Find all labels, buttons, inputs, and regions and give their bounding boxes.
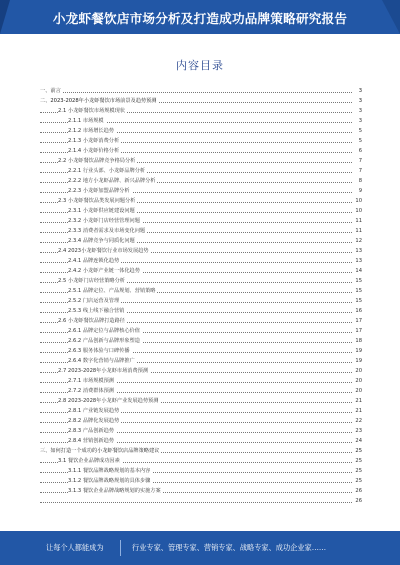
toc-entry[interactable] [40,446,362,456]
footer-slogan: 让每个人都能成为 [46,543,104,552]
toc-entry-label: 2.5.2 门店运营及管理 [68,298,120,304]
toc-entry-label: 3.1.1 餐饮品牌战略规划的基本内容 [68,468,151,474]
toc-entry-page: 15 [352,296,362,306]
toc-entry[interactable] [40,476,362,486]
toc-entry-page: 3 [352,106,362,116]
toc-entry-label: 2.8 2023-2028年小龙虾产业发展趋势预测 [58,398,159,404]
toc-entry[interactable] [40,306,362,316]
header-bar [0,0,400,34]
toc-entry[interactable] [40,206,362,216]
toc-entry-label: 2.4 2023小龙虾餐饮行业市场发展趋势 [58,248,149,254]
toc-entry-label: 2.7.1 市场规模预测 [68,378,114,384]
toc-entry-page: 25 [352,476,362,486]
toc-entry-label: 2.1.4 小龙虾价格分析 [68,148,120,154]
toc-entry-label: 2.2.1 行业头部、小龙虾品牌分析 [68,168,146,174]
toc-entry-page: 11 [352,216,362,226]
toc-entry[interactable] [40,466,362,476]
toc-entry[interactable] [40,146,362,156]
toc-entry[interactable] [40,456,362,466]
toc-entry[interactable] [40,416,362,426]
toc-entry-label: 2.2 小龙虾餐饮品牌竞争格局分析 [58,158,136,164]
footer-bar [0,531,400,565]
toc-entry-page: 3 [352,86,362,96]
toc-entry-label: 2.1 小龙虾餐饮市场规模现状 [58,108,125,114]
toc-entry[interactable] [40,346,362,356]
toc-heading: 内容目录 [176,59,224,72]
toc-entry-page: 18 [352,336,362,346]
toc-entry-label: 2.5.3 线上线下融合营销 [68,308,125,314]
toc-entry-label: 2.4.1 品牌连锁化趋势 [68,258,120,264]
toc-entry-label: 2.7 2023-2028年小龙虾市场消费预测 [58,368,149,374]
toc-entry-page: 15 [352,286,362,296]
toc-entry[interactable] [40,406,362,416]
toc-entry-label: 3.1.3 餐饮企业品牌战略规划的实施方案 [68,488,161,494]
toc-entry-label: 2.8.4 营销创新趋势 [68,438,114,444]
toc-entry[interactable] [40,276,362,286]
toc-entry-page: 13 [352,256,362,266]
toc-entry-page: 15 [352,276,362,286]
toc-entry[interactable] [40,126,362,136]
toc-entry-page: 25 [352,446,362,456]
toc-entry-page: 25 [352,456,362,466]
toc-entry[interactable] [40,496,362,506]
footer-divider [120,540,121,556]
toc-entry[interactable] [40,96,362,106]
toc-entry[interactable] [40,426,362,436]
toc-entry-page: 20 [352,386,362,396]
toc-entry[interactable] [40,226,362,236]
toc-entry[interactable] [40,336,362,346]
toc-entry[interactable] [40,166,362,176]
toc-entry[interactable] [40,256,362,266]
toc-entry[interactable] [40,486,362,496]
toc-entry-label: 一、前言 [40,88,61,94]
toc-entry-page: 5 [352,126,362,136]
toc-entry-page: 20 [352,376,362,386]
toc-entry-label: 2.3.2 小龙虾门店经营管理问题 [68,218,140,224]
toc-entry-page: 21 [352,396,362,406]
toc-entry-label: 2.1.1 市场规模 [68,118,104,124]
toc-entry[interactable] [40,136,362,146]
toc-entry[interactable] [40,286,362,296]
toc-entry-label: 2.7.2 消费群体预测 [68,388,114,394]
toc-entry-label: 2.3.4 品牌竞争与同质化问题 [68,238,135,244]
toc-entry-label: 二、2023-2028年小龙虾餐饮市场前景及趋势预测 [40,98,157,104]
footer-tagline: 行业专家、管理专家、营销专家、战略专家、成功企业家…… [132,543,327,552]
toc-leader-dots [40,92,354,93]
document-title: 小龙虾餐饮店市场分析及打造成功品牌策略研究报告 [52,11,348,26]
toc-entry[interactable] [40,366,362,376]
toc-entry-page: 26 [352,496,362,506]
toc-entry-label: 3.1 餐饮企业品牌成功因素 [58,458,120,464]
toc-entry-page: 14 [352,266,362,276]
toc-entry[interactable] [40,386,362,396]
toc-entry-label: 2.3 小龙虾餐饮品类发展问题分析 [58,198,136,204]
toc-entry-page: 19 [352,356,362,366]
toc-entry-page: 24 [352,436,362,446]
toc-entry-label: 2.2.3 小龙虾加盟品牌分析 [68,188,130,194]
toc-entry[interactable] [40,216,362,226]
toc-entry-page: 16 [352,306,362,316]
toc-entry-page: 12 [352,236,362,246]
toc-entry-page: 3 [352,96,362,106]
toc-leader-dots [40,502,354,503]
toc-entry-label: 2.6.2 产品创新与品牌形象塑造 [68,338,140,344]
toc-entry-page: 21 [352,406,362,416]
toc-entry-page: 13 [352,246,362,256]
toc-entry-label: 2.6.1 品牌定位与品牌核心价值 [68,328,140,334]
toc-entry[interactable] [40,176,362,186]
toc-entry-page: 8 [352,176,362,186]
toc-entry[interactable] [40,186,362,196]
toc-entry-label: 3.1.2 餐饮品牌战略规划的具体步骤 [68,478,151,484]
toc-entry[interactable] [40,86,362,96]
toc-entry[interactable] [40,296,362,306]
toc-entry[interactable] [40,326,362,336]
toc-entry-label: 2.5 小龙虾门店经营策略分析 [58,278,125,284]
toc-entry[interactable] [40,316,362,326]
toc-entry-page: 26 [352,486,362,496]
toc-entry-label: 2.3.3 消费者需求及市场变化问题 [68,228,146,234]
toc-entry-label: 2.8.1 产业链发展趋势 [68,408,120,414]
toc-entry-page: 23 [352,426,362,436]
toc-entry-label: 2.1.2 市场增长趋势 [68,128,114,134]
toc-entry[interactable] [40,106,362,116]
toc-entry-label: 2.6 小龙虾餐饮品牌打造路径 [58,318,125,324]
table-of-contents [40,86,362,506]
toc-entry-page: 17 [352,316,362,326]
toc-entry-page: 5 [352,136,362,146]
toc-entry-page: 10 [352,196,362,206]
toc-entry[interactable] [40,156,362,166]
toc-entry-label: 2.6.4 数字化营销与品牌推广 [68,358,135,364]
toc-entry[interactable] [40,246,362,256]
toc-entry-page: 17 [352,326,362,336]
toc-entry-page: 6 [352,146,362,156]
toc-entry-label: 2.4.2 小龙虾产业链一体化趋势 [68,268,140,274]
toc-entry[interactable] [40,376,362,386]
toc-entry-label: 2.3.1 小龙虾供应链建设问题 [68,208,135,214]
toc-entry-page: 20 [352,366,362,376]
toc-entry-label: 2.8.2 品牌化发展趋势 [68,418,120,424]
toc-entry-label: 2.8.3 产品创新趋势 [68,428,114,434]
toc-entry-page: 9 [352,186,362,196]
toc-entry-label: 2.2.2 地方小龙虾品牌、新兴品牌分析 [68,178,156,184]
toc-entry-page: 10 [352,206,362,216]
toc-entry-page: 11 [352,226,362,236]
header-corner-decoration [382,0,400,34]
toc-entry[interactable] [40,436,362,446]
toc-entry-label: 2.1.3 小龙虾消费分析 [68,138,120,144]
toc-entry[interactable] [40,266,362,276]
toc-entry-page: 22 [352,416,362,426]
toc-entry-label: 2.6.3 服务体验与口碑传播 [68,348,130,354]
toc-entry[interactable] [40,116,362,126]
toc-entry[interactable] [40,196,362,206]
toc-entry-label: 2.5.1 品牌定位、产品规划、营销策略 [68,288,156,294]
toc-entry[interactable] [40,236,362,246]
toc-entry[interactable] [40,356,362,366]
toc-entry-page: 25 [352,466,362,476]
toc-entry[interactable] [40,396,362,406]
toc-entry-page: 19 [352,346,362,356]
toc-entry-label: 三、如何打造一个成功的小龙虾餐饮店品牌策略建议 [40,448,160,454]
toc-entry-page: 7 [352,166,362,176]
toc-entry-page: 3 [352,116,362,126]
toc-entry-page: 7 [352,156,362,166]
